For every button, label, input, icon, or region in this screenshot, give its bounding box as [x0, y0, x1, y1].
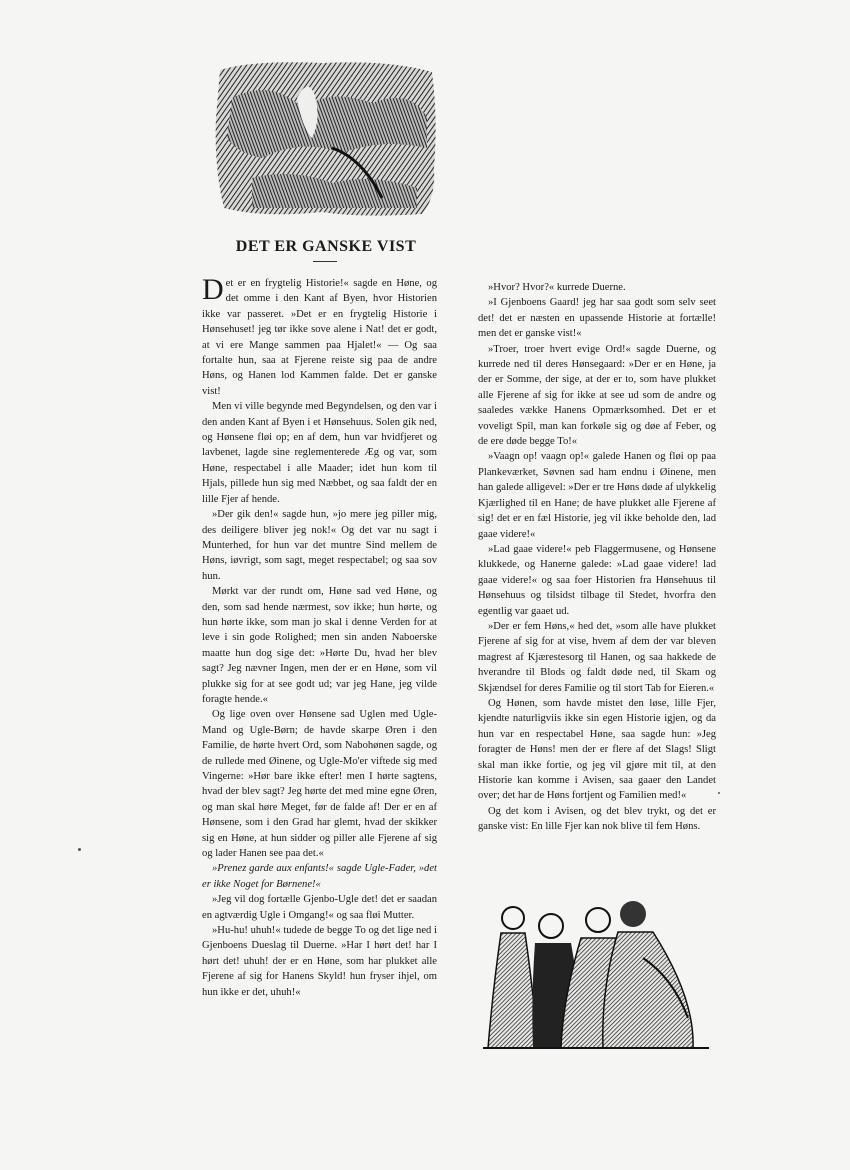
paragraph: Og Hønen, som havde mistet den løse, lille Fjer, kjendte naturligviis ikke sin egen Historie igjen, og da hun var en respectabel Høne, saa sagde hun: »Jeg foragter de Høns! men der er flere af det Slags! Sligt skal man ikke fortie, og jeg vil gjøre mit til, at den Historie kan komme i Avisen, saa gaaer den Landet over; det har de Høns fortjent og Familien med!« — [478, 697, 716, 802]
paragraph: »I Gjenboens Gaard! jeg har saa godt som selv seet det! det er næsten en upassende Historie at fortælle! men det er ganske vist!« — [478, 297, 716, 340]
scan-speck — [78, 848, 81, 851]
right-column — [478, 280, 716, 835]
paragraph: Og lige oven over Hønsene sad Uglen med Ugle-Mand og Ugle-Børn; de havde skarpe Øren i den Familie, de hørte hvert Ord, som Nabohønen sagde, og de rullede med Øinene, og Ugle-Mo'er viftede sig med Vingerne: »Hør bare ikke efter! men I hørte sagtens, hvad der blev sagt? Jeg hørte det med mine egne Øren, og man skal høre Meget, før de falde af! Der er en af Hønsene, som i den Grad har glemt, hvad der skikker sig en Høne, at hun sidder og piller alle Fjerene af sig og lader Hanen see paa det.« — [202, 709, 437, 860]
paragraph: »Lad gaae videre!« peb Flaggermusene, og Hønsene klukkede, og Hanerne galede: »Lad gaae videre! lad gaae videre!« og saa foer Historien fra Hønsehuus til Hønsehuus og tilsidst tilbage til Stedet, hvorfra den egentlig var gaaet ud. — [478, 543, 716, 617]
left-column — [202, 273, 437, 1000]
woodcut-illustration-top — [212, 58, 438, 218]
paragraph: »Hvor? Hvor?« kurrede Duerne. — [488, 282, 626, 293]
woodcut-illustration-bottom — [483, 898, 709, 1050]
paragraph: »Troer, troer hvert evige Ord!« sagde Duerne, og kurrede ned til deres Hønsegaard: »Der er en Høne, ja der er Somme, der sige, at der er to, som have plukket alle Fjerene af sig for ikke at see ud som de andre og saaledes vække Hanens Opmærksomhed. Det er et voveligt Spil, man kan forkøle sig og døe af Feber, og de ere døde begge To!« — [478, 343, 716, 448]
paragraph: »Der gik den!« sagde hun, »jo mere jeg piller mig, des deiligere bliver jeg nok!« Og det var nu sagt i Munterhed, for hun var det muntre Sind mellem de Høns, iøvrigt, som sagt, meget respectabel; og saa sov hun. — [202, 509, 437, 582]
paragraph-text: et er en frygtelig Historie!« sagde en Høne, og det omme i den Kant af Byen, hvor Historien ikke var passeret. »Det er en frygtelig Historie i Hønsehuset! jeg tør ikke sove alene i Nat! det er godt, at vi ere Mange sammen paa Hjalet!« — Og saa fortalte hun, saa at Fjerene reiste sig paa de andre Høns, og Hanen lod Kammen falde. Det er ganske vist! — [202, 278, 437, 397]
paragraph: »Jeg vil dog fortælle Gjenbo-Ugle det! det er saadan en agtværdig Ugle i Omgang!« og saa fløi Mutter. — [202, 894, 437, 921]
paragraph: Og det kom i Avisen, og det blev trykt, og det er ganske vist: En lille Fjer kan nok blive til fem Høns. — [478, 805, 716, 833]
drop-cap: D — [202, 273, 224, 306]
paragraph: »Der er fem Høns,« hed det, »som alle have plukket Fjerene af sig for at vise, hvem af dem der var bleven magrest af Kjærestesorg til Hanen, og saa hakkede de hverandre til Blods og faldt døde ned, til Skam og Skjændsel for deres Familie og til stort Tab for Eieren.« — [478, 620, 716, 694]
paragraph — [202, 273, 437, 399]
paragraph: »Prenez garde aux enfants!« sagde Ugle-Fader, »det er ikke Noget for Børnene!« — [202, 863, 437, 890]
paragraph: »Vaagn op! vaagn op!« galede Hanen og fløi op paa Plankeværket, Søvnen sad ham endnu i Øinene, men han galede alligevel: »Der er tre Høns døde af ulykkelig Kjærlighed til en Hane; de have plukket alle Fjerene af sig! det er en fæl Historie, jeg vil ikke beholde den, lad gaae videre!« — [478, 451, 716, 540]
paragraph: »Hu-hu! uhuh!« tudede de begge To og det lige ned i Gjenboens Dueslag til Duerne. »Har I hørt det! har I hørt det! uhuh! der er en Høne, som har plukket alle Fjerene af sig for Hanens Skyld! hun fryser ihjel, om hun ikke er det, uhuh!« — [202, 925, 437, 998]
paragraph: Men vi ville begynde med Begyndelsen, og den var i den anden Kant af Byen i et Hønsehuus. Solen gik ned, og Hønsene fløi op; en af dem, hun var hvidfjeret og lavbenet, lagde sine reglementerede Æg og var, som Høne, respectabel i alle Maader; idet hun kom til Hjals, pillede hun sig med Næbbet, og saa faldt der en lille Fjer af hende. — [202, 401, 437, 505]
story-title: DET ER GANSKE VIST — [235, 238, 417, 255]
title-rule — [313, 261, 337, 262]
paragraph: Mørkt var der rundt om, Høne sad ved Høne, og den, som sad hende nærmest, sov ikke; hun hørte, og hun hørte ikke, som man jo skal i denne Verden for at leve i sin gode Rolighed; men sin anden Naboerske maatte hun dog sige det: »Hørte Du, hvad her blev sagt? Jeg nævner Ingen, men der er en Høne, som vil plukke sig for at see godt ud; var jeg Hane, jeg vilde foragte hende.« — [202, 586, 437, 705]
scan-speck — [718, 792, 720, 794]
